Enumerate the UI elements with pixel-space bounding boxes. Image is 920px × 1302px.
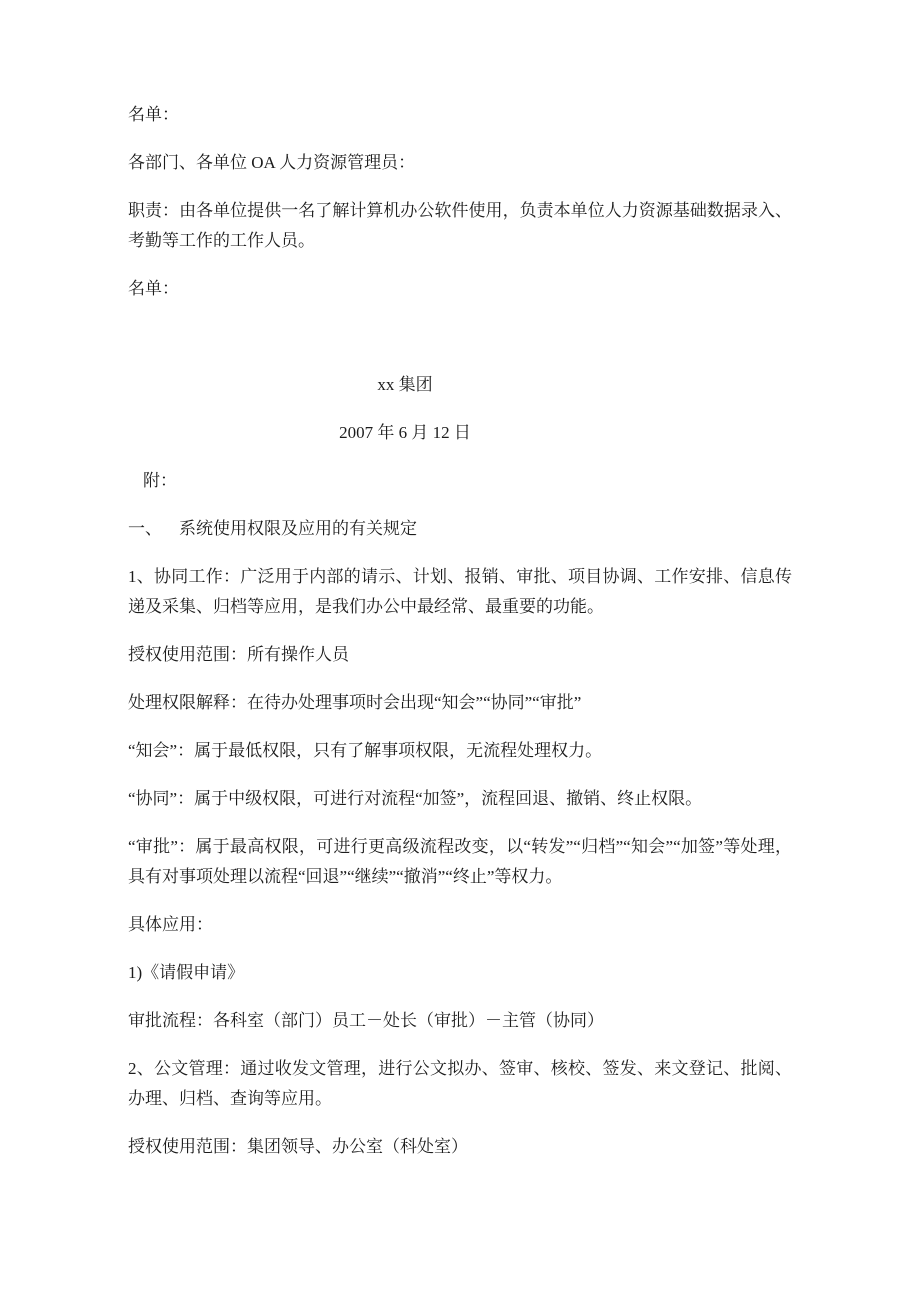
signature-date: 2007 年 6 月 12 日 [339, 423, 471, 442]
item-1-collaboration: 1、协同工作：广泛用于内部的请示、计划、报销、审批、项目协调、工作安排、信息传递及采集、归档等应用，是我们办公中最经常、最重要的功能。 [128, 567, 792, 616]
permission-xietong: “协同”：属于中级权限，可进行对流程“加签”，流程回退、撤销、终止权限。 [128, 789, 703, 808]
section-heading [128, 514, 792, 544]
authorized-scope: 授权使用范围：集团领导、办公室（科处室） [128, 1137, 468, 1156]
permission-explanation: 处理权限解释：在待办处理事项时会出现“知会”“协同”“审批” [128, 693, 582, 712]
authorized-scope: 授权使用范围：所有操作人员 [128, 645, 349, 664]
item-2-document-management: 2、公文管理：通过收发文管理，进行公文拟办、签审、核校、签发、来文登记、批阅、办理、归档、查询等应用。 [128, 1059, 792, 1108]
heading-text: 系统使用权限及应用的有关规定 [179, 519, 417, 538]
application-label: 具体应用： [128, 915, 213, 934]
permission-zhihui: “知会”：属于最低权限，只有了解事项权限，无流程处理权力。 [128, 741, 603, 760]
roster-label: 名单： [128, 279, 179, 298]
document-body [128, 100, 792, 1162]
blank-line [128, 322, 792, 352]
attachment-label: 附： [143, 471, 177, 490]
leave-request-title: 1)《请假申请》 [128, 963, 245, 982]
duty-paragraph: 职责：由各单位提供一名了解计算机办公软件使用，负责本单位人力资源基础数据录入、考勤等工作的工作人员。 [128, 201, 792, 250]
approval-flow: 审批流程：各科室（部门）员工－处长（审批）－主管（协同） [128, 1011, 604, 1030]
signature-org: xx 集团 [377, 375, 433, 394]
heading-number: 一、 [128, 519, 162, 538]
roster-label: 名单： [128, 105, 179, 124]
addressee-line: 各部门、各单位 OA 人力资源管理员： [128, 153, 416, 172]
permission-shenpi: “审批”：属于最高权限，可进行更高级流程改变，以“转发”“归档”“知会”“加签”等处理，具有对事项处理以流程“回退”“继续”“撤消”“终止”等权力。 [128, 837, 792, 886]
